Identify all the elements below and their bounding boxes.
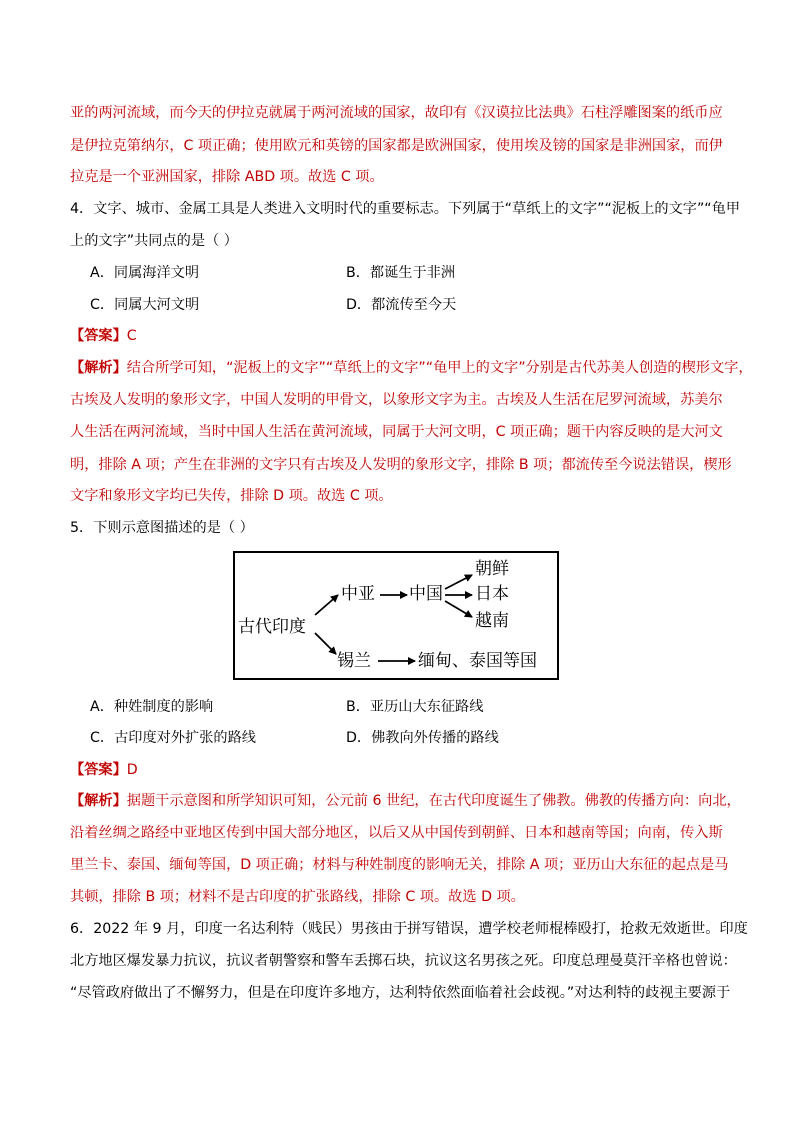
arrow-india-to-central-asia xyxy=(315,595,338,615)
analysis-label: 【解析】 xyxy=(70,793,127,809)
analysis-text: 结合所学可知，“泥板上的文字”“草纸上的文字”“龟甲上的文字”分别是古代苏美人创造的楔形文字， xyxy=(126,360,753,376)
q4-analysis-line: 人生活在两河流域，当时中国人生活在黄河流域，同属于大河文明，C 项正确；题干内容反映的是大河文 xyxy=(70,424,723,440)
arrow-china-to-vietnam xyxy=(445,601,472,617)
q5-analysis-line: 沿着丝绸之路经中亚地区传到中国大部分地区，以后又从中国传到朝鲜、日本和越南等国；向南，传入斯 xyxy=(70,825,723,841)
analysis-label: 【解析】 xyxy=(70,360,127,376)
diagram-node-se-asia: 缅甸、泰国等国 xyxy=(418,651,537,671)
answer-value: D xyxy=(126,762,138,778)
q4-analysis-line xyxy=(70,359,753,377)
arrow-china-to-korea xyxy=(445,575,472,589)
buddhism-spread-diagram xyxy=(233,551,559,680)
q4-analysis-line: 古埃及人发明的象形文字，中国人发明的甲骨文，以象形文字为主。古埃及人生活在尼罗河流域，苏美尔 xyxy=(70,392,723,408)
q5-analysis-line: 里兰卡、泰国、缅甸等国，D 项正确；材料与种姓制度的影响无关，排除 A 项；亚历山大东征的起点是马 xyxy=(70,857,729,873)
q6-stem-line: “尽管政府做出了不懈努力，但是在印度许多地方，达利特依然面临着社会歧视。”对达利特的歧视主要源于 xyxy=(70,985,731,1001)
diagram-node-ceylon: 锡兰 xyxy=(337,651,371,671)
answer-value: C xyxy=(126,328,137,344)
q4-option-b: B．都诞生于非洲 xyxy=(346,265,456,281)
q4-answer xyxy=(70,327,137,345)
q5-stem: 5．下则示意图描述的是（ ） xyxy=(70,520,254,536)
q4-option-c: C．同属大河文明 xyxy=(90,297,200,313)
q4-analysis-line: 明，排除 A 项；产生在非洲的文字只有古埃及人发明的象形文字，排除 B 项；都流传至今说法错误，楔形 xyxy=(70,457,732,473)
diagram-node-korea: 朝鲜 xyxy=(475,559,509,579)
q4-stem-line: 上的文字”共同点的是（ ） xyxy=(70,233,238,249)
answer-label: 【答案】 xyxy=(70,762,127,778)
q3-analysis-line: 亚的两河流域，而今天的伊拉克就属于两河流域的国家，故印有《汉谟拉比法典》石柱浮雕图案的纸币应 xyxy=(70,105,723,121)
answer-label: 【答案】 xyxy=(70,328,127,344)
q3-analysis-line: 是伊拉克第纳尔，C 项正确；使用欧元和英镑的国家都是欧洲国家，使用埃及镑的国家是非洲国家，而伊 xyxy=(70,138,723,154)
diagram-node-japan: 日本 xyxy=(475,584,509,604)
q5-option-d: D．佛教向外传播的路线 xyxy=(346,730,499,746)
diagram-node-china: 中国 xyxy=(409,584,443,604)
diagram-node-ancient-india: 古代印度 xyxy=(238,617,306,637)
q5-option-a: A．种姓制度的影响 xyxy=(90,699,214,715)
q4-stem-line: 4．文字、城市、金属工具是人类进入文明时代的重要标志。下列属于“草纸上的文字”“泥板上的文字”“龟甲 xyxy=(70,201,741,217)
q5-analysis-line: 其顿，排除 B 项；材料不是古印度的扩张路线，排除 C 项。故选 D 项。 xyxy=(70,889,525,905)
diagram-node-vietnam: 越南 xyxy=(475,611,509,631)
q5-answer xyxy=(70,761,138,779)
q4-option-a: A．同属海洋文明 xyxy=(90,265,200,281)
q6-stem-line: 6．2022 年 9 月，印度一名达利特（贱民）男孩由于拼写错误，遭学校老师棍棒殴打，抢救无效逝世。印度 xyxy=(70,921,748,937)
q5-option-c: C．古印度对外扩张的路线 xyxy=(90,730,256,746)
q6-stem-line: 北方地区爆发暴力抗议，抗议者朝警察和警车丢掷石块，抗议这名男孩之死。印度总理曼莫汗辛格也曾说： xyxy=(70,953,737,969)
arrow-india-to-ceylon xyxy=(315,633,336,654)
q4-analysis-line: 文字和象形文字均已失传，排除 D 项。故选 C 项。 xyxy=(70,488,393,504)
q4-option-d: D．都流传至今天 xyxy=(346,297,457,313)
analysis-text: 据题干示意图和所学知识可知，公元前 6 世纪，在古代印度诞生了佛教。佛教的传播方向：向北， xyxy=(126,793,741,809)
q3-analysis-line: 拉克是一个亚洲国家，排除 ABD 项。故选 C 项。 xyxy=(70,169,384,185)
q5-analysis-line xyxy=(70,792,741,810)
diagram-node-central-asia: 中亚 xyxy=(341,584,375,604)
q5-option-b: B．亚历山大东征路线 xyxy=(346,699,484,715)
